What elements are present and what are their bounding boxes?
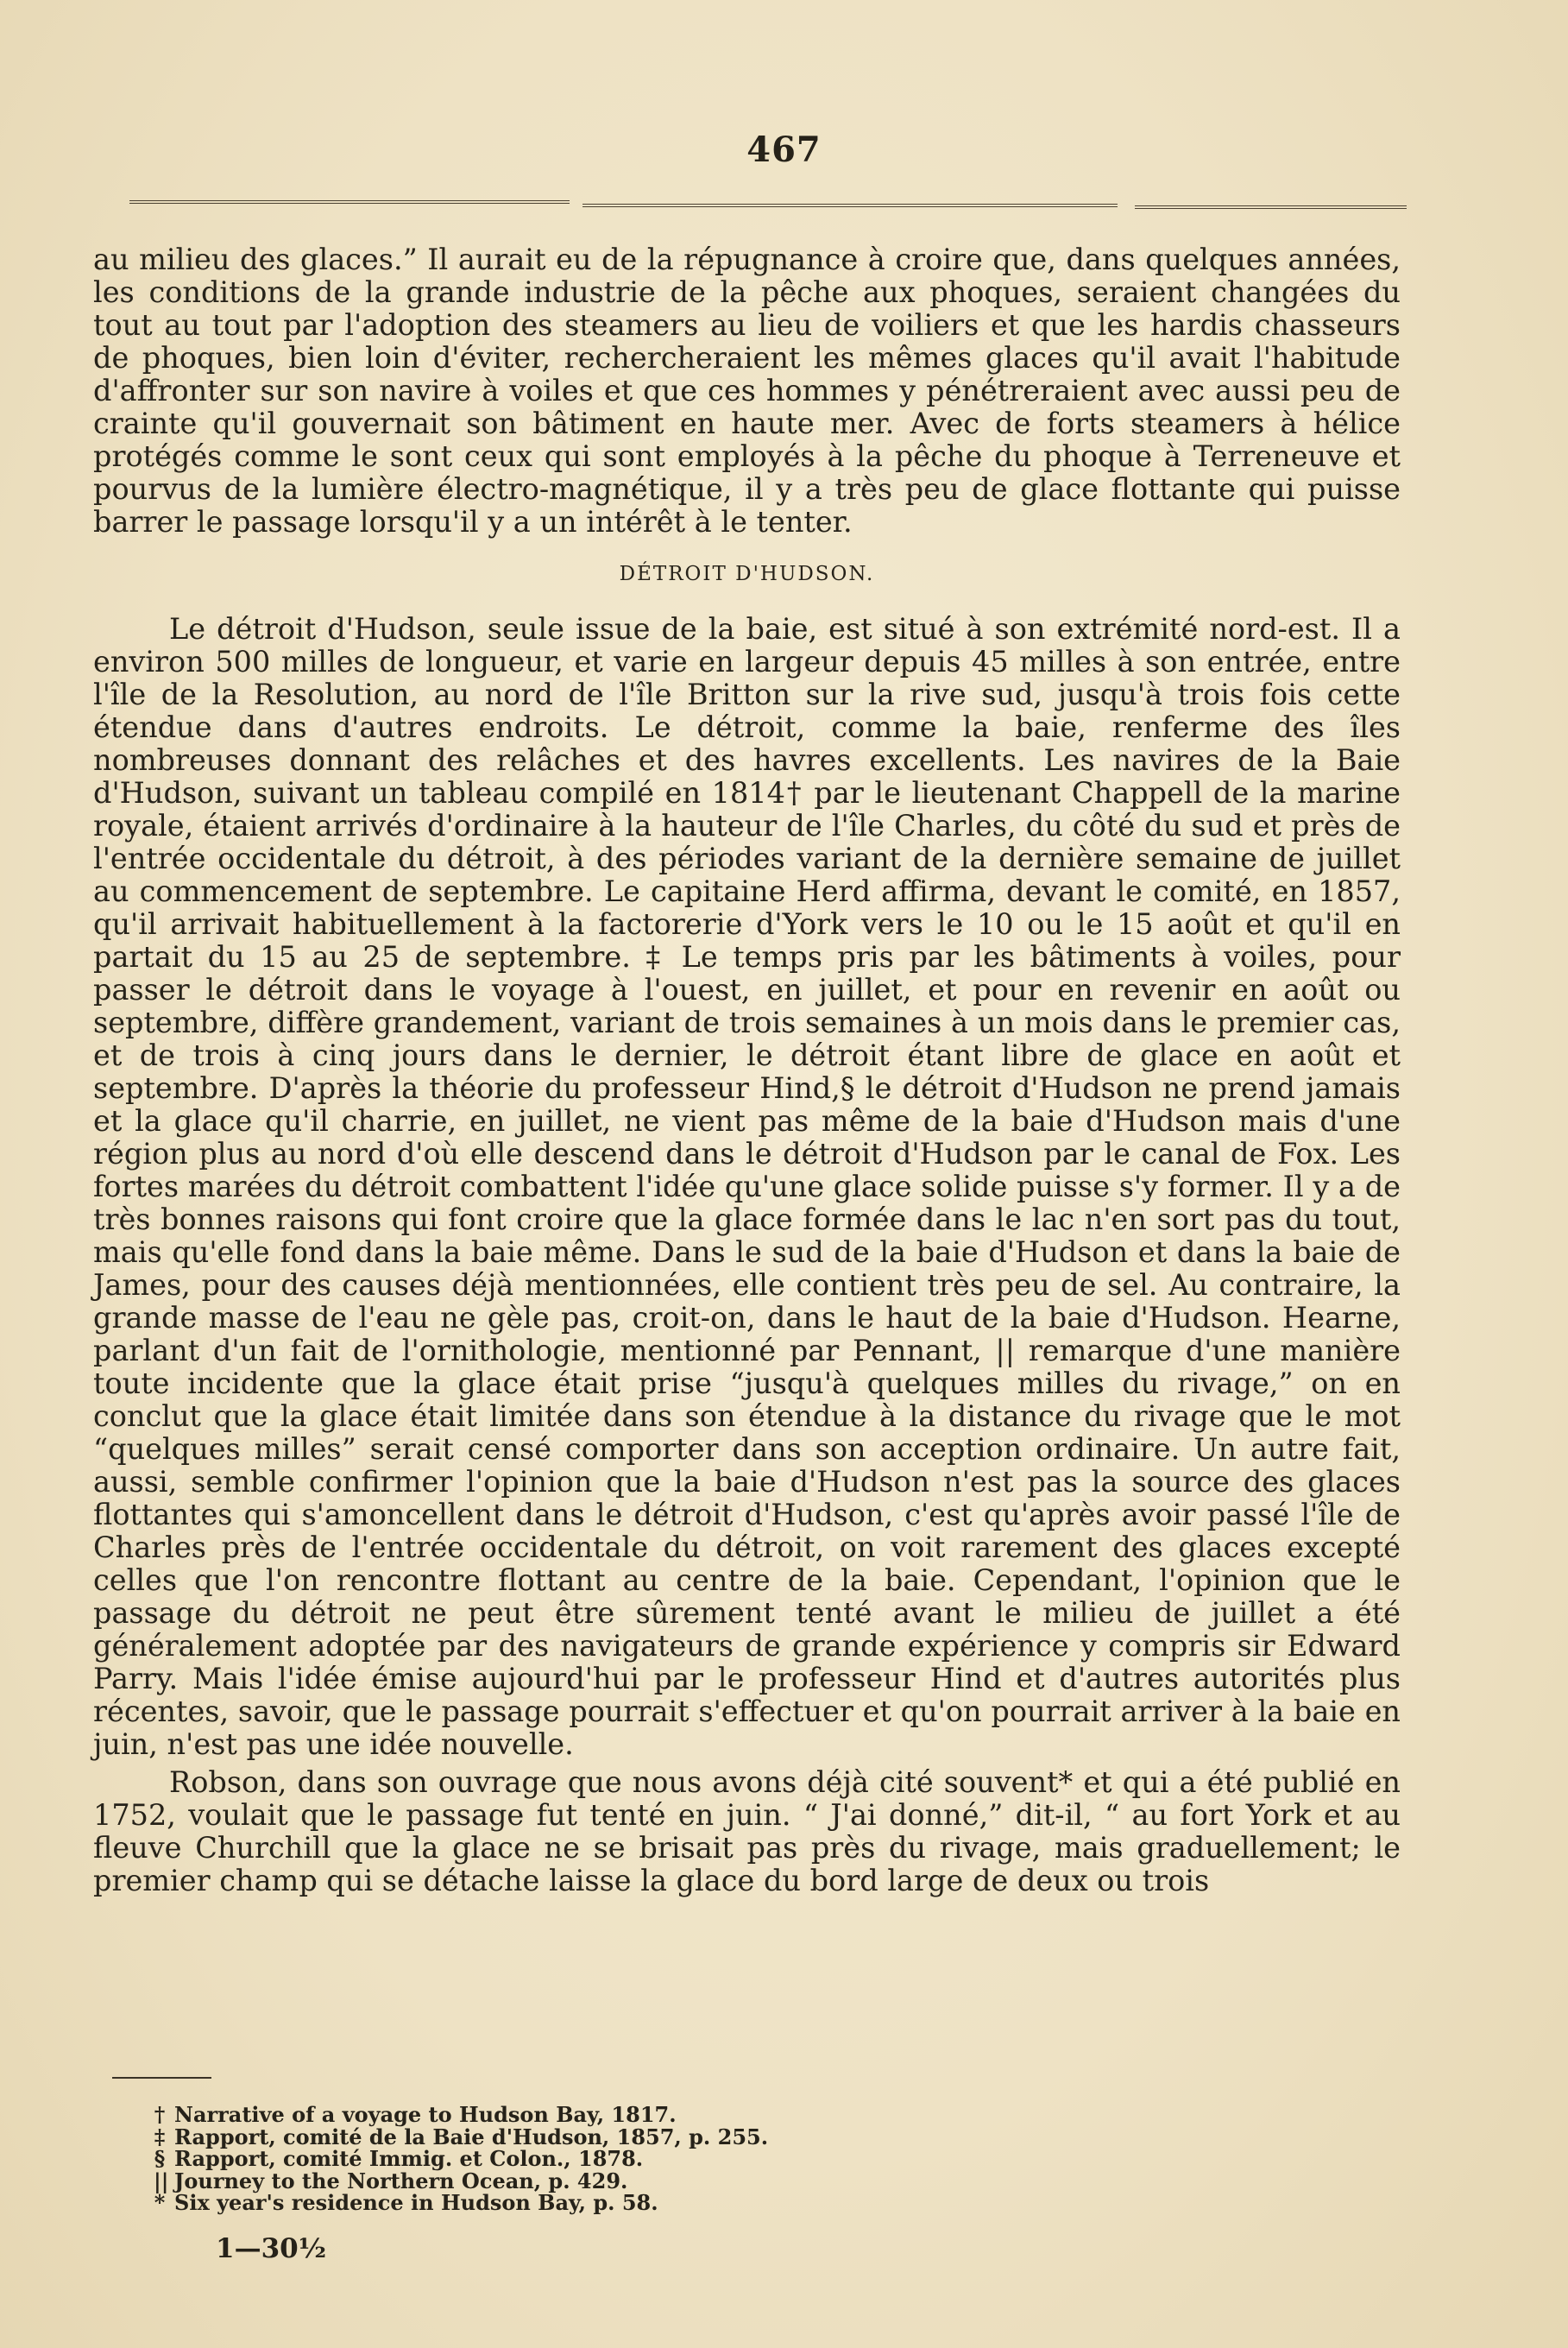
footnote-text: Rapport, comité de la Baie d'Hudson, 1857, p. 255. bbox=[174, 2124, 769, 2149]
footnotes bbox=[154, 2104, 1103, 2214]
footnote-mark: § bbox=[154, 2146, 166, 2171]
footnote-mark: * bbox=[154, 2190, 166, 2215]
signature-mark: 1—30½ bbox=[216, 2233, 327, 2264]
footnote bbox=[154, 2104, 1103, 2126]
header-rule-right bbox=[1135, 205, 1407, 209]
footnote-text: Narrative of a voyage to Hudson Bay, 1817. bbox=[174, 2102, 677, 2127]
footnote-rule bbox=[112, 2077, 211, 2079]
header-rule-left bbox=[129, 200, 570, 204]
footnote-mark: ‡ bbox=[154, 2124, 166, 2149]
paragraph-3: Robson, dans son ouvrage que nous avons déjà cité souvent* et qui a été publié en 1752, voulait que le passage fut tenté en juin. “ J'ai donné,” dit-il, “ au fort York et au fleuve Churchill que la glace ne se brisait pas près du rivage, mais graduellement; le premier champ qui se détache laisse la glace du bord large de deux ou trois bbox=[93, 1765, 1401, 1897]
footnote bbox=[154, 2126, 1103, 2149]
footnote bbox=[154, 2148, 1103, 2170]
footnote-text: Journey to the Northern Ocean, p. 429. bbox=[174, 2168, 628, 2193]
footnote bbox=[154, 2192, 1103, 2214]
section-heading: DÉTROIT D'HUDSON. bbox=[619, 563, 875, 585]
footnote bbox=[154, 2170, 1103, 2193]
paragraph-2: Le détroit d'Hudson, seule issue de la baie, est situé à son extrémité nord-est. Il a environ 500 milles de longueur, et varie en largeur depuis 45 milles à son entrée, entre l'île de la Resolution, au nord de l'île Britton sur la rive sud, jusqu'à trois fois cette étendue dans d'autres endroits. Le détroit, comme la baie, renferme des îles nombreuses donnant des relâches et des havres excellents. Les navires de la Baie d'Hudson, suivant un tableau compilé en 1814† par le lieutenant Chappell de la marine royale, étaient arrivés d'ordinaire à la hauteur de l'île Charles, du côté du sud et près de l'entrée occidentale du détroit, à des périodes variant de la dernière semaine de juillet au commencement de septembre. Le capitaine Herd affirma, devant le comité, en 1857, qu'il arrivait habituellement à la factorerie d'York vers le 10 ou le 15 août et qu'il en partait du 15 au 25 de septembre. ‡ Le temps pris par les bâtiments à voiles, pour passer le détroit dans le voyage à l'ouest, en juillet, et pour en revenir en août ou septembre, diffère grandement, variant de trois semaines à un mois dans le premier cas, et de trois à cinq jours dans le dernier, le détroit étant libre de glace en août et septembre. D'après la théorie du professeur Hind,§ le détroit d'Hudson ne prend jamais et la glace qu'il charrie, en juillet, ne vient pas même de la baie d'Hudson mais d'une région plus au nord d'où elle descend dans le détroit d'Hudson par le canal de Fox. Les fortes marées du détroit combattent l'idée qu'une glace solide puisse s'y former. Il y a de très bonnes raisons qui font croire que la glace formée dans le lac n'en sort pas du tout, mais qu'elle fond dans la baie même. Dans le sud de la baie d'Hudson et dans la baie de James, pour des causes déjà mentionnées, elle contient très peu de sel. Au contraire, la grande masse de l'eau ne gèle pas, croit-on, dans le haut de la baie d'Hudson. Hearne, parlant d'un fait de l'ornithologie, mentionné par Pennant, || remarque d'une manière toute incidente que la glace était prise “jusqu'à quelques milles du rivage,” on en conclut que la glace était limitée dans son étendue à la distance du rivage que le mot “quelques milles” serait censé comporter dans son acception ordinaire. Un autre fait, aussi, semble confirmer l'opinion que la baie d'Hudson n'est pas la source des glaces flottantes qui s'amoncellent dans le détroit d'Hudson, c'est qu'après avoir passé l'île de Charles près de l'entrée occidentale du détroit, on voit rarement des glaces excepté celles que l'on rencontre flottant au centre de la baie. Cependant, l'opinion que le passage du détroit ne peut être sûrement tenté avant le milieu de juillet a été généralement adoptée par des navigateurs de grande expérience y compris sir Edward Parry. Mais l'idée émise aujourd'hui par le professeur Hind et d'autres autorités plus récentes, savoir, que le passage pourrait s'effectuer et qu'on pourrait arriver à la baie en juin, n'est pas une idée nouvelle. bbox=[93, 612, 1401, 1761]
footnote-mark: † bbox=[154, 2102, 166, 2127]
body-text bbox=[93, 243, 1401, 1897]
footnote-mark: || bbox=[154, 2168, 169, 2193]
footnote-text: Rapport, comité Immig. et Colon., 1878. bbox=[174, 2146, 644, 2171]
header-rule-middle bbox=[582, 204, 1118, 207]
header-rules bbox=[129, 195, 1407, 221]
paragraph-1: au milieu des glaces.” Il aurait eu de la répugnance à croire que, dans quelques années, les conditions de la grande industrie de la pêche aux phoques, seraient changées du tout au tout par l'adoption des steamers au lieu de voiliers et que les hardis chasseurs de phoques, bien loin d'éviter, rechercheraient les mêmes glaces qu'il avait l'habitude d'affronter sur son navire à voiles et que ces hommes y pénétreraient avec aussi peu de crainte qu'il gouvernait son bâtiment en haute mer. Avec de forts steamers à hélice protégés comme le sont ceux qui sont employés à la pêche du phoque à Terreneuve et pourvus de la lumière électro-magnétique, il y a très peu de glace flottante qui puisse barrer le passage lorsqu'il y a un intérêt à le tenter. bbox=[93, 243, 1401, 539]
page-number: 467 bbox=[746, 129, 822, 170]
footnote-text: Six year's residence in Hudson Bay, p. 58. bbox=[174, 2190, 658, 2215]
